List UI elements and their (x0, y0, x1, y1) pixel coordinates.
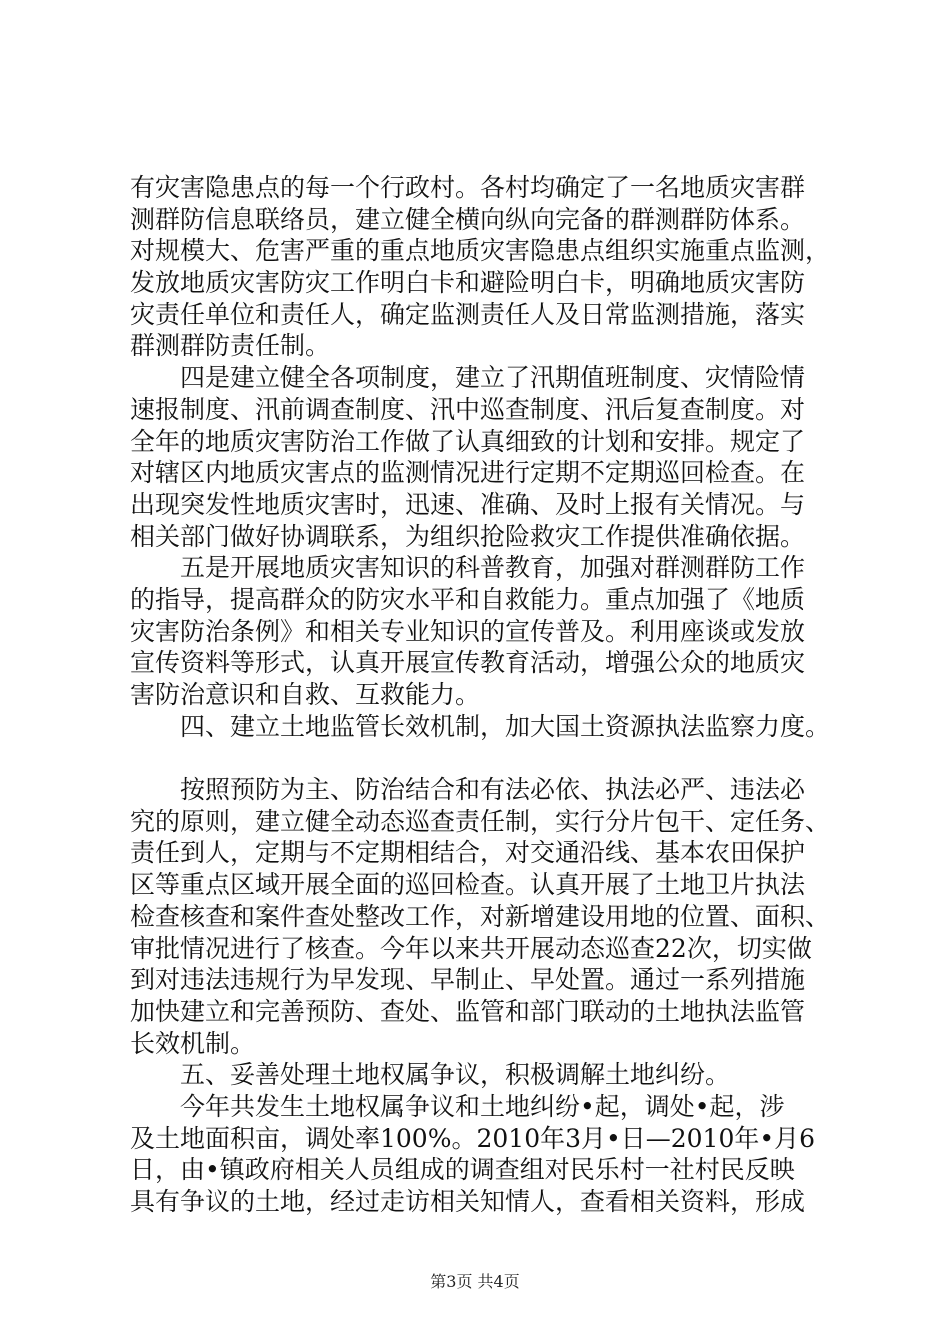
blank-line (130, 742, 830, 774)
text-line: 今年共发生土地权属争议和土地纠纷•起，调处•起，涉 (130, 1091, 785, 1121)
text-line: 的指导，提高群众的防灾水平和自救能力。重点加强了《地质 (130, 584, 806, 614)
page-footer: 第3页 共4页 (430, 1272, 520, 1291)
text-line: 日，由•镇政府相关人员组成的调查组对民乐村一社村民反映 (130, 1155, 795, 1185)
text-line: 出现突发性地质灾害时，迅速、准确、及时上报有关情况。与 (130, 489, 806, 519)
text-line: 速报制度、汛前调查制度、汛中巡查制度、汛后复查制度。对 (130, 394, 806, 424)
text-line: 灾害防治条例》和相关专业知识的宣传普及。利用座谈或发放 (130, 616, 806, 646)
text-line: 四、建立土地监管长效机制，加大国土资源执法监察力度。 (130, 711, 830, 741)
text-line: 按照预防为主、防治结合和有法必依、执法必严、违法必 (130, 775, 806, 805)
text-line: 到对违法违规行为早发现、早制止、早处置。通过一系列措施 (130, 965, 806, 995)
text-line: 害防治意识和自救、互救能力。 (130, 680, 481, 709)
text-line: 对辖区内地质灾害点的监测情况进行定期不定期巡回检查。在 (130, 458, 806, 488)
text-line: 发放地质灾害防灾工作明白卡和避险明白卡，明确地质灾害防 (130, 268, 806, 298)
text-line: 加快建立和完善预防、查处、监管和部门联动的土地执法监管 (130, 996, 806, 1026)
text-line: 宣传资料等形式，认真开展宣传教育活动，增强公众的地质灾 (130, 648, 806, 678)
text-line: 四是建立健全各项制度，建立了汛期值班制度、灾情险情 (130, 363, 806, 393)
text-line: 五是开展地质灾害知识的科普教育，加强对群测群防工作 (130, 553, 806, 583)
document-body (130, 172, 830, 1218)
text-line: 长效机制。 (130, 1028, 256, 1058)
text-line: 全年的地质灾害防治工作做了认真细致的计划和安排。规定了 (130, 426, 806, 456)
text-line: 审批情况进行了核查。今年以来共开展动态巡查22次，切实做 (130, 933, 812, 963)
text-line: 对规模大、危害严重的重点地质灾害隐患点组织实施重点监测， (130, 236, 830, 266)
text-line: 群测群防责任制。 (130, 331, 331, 361)
text-line: 具有争议的土地，经过走访相关知情人，查看相关资料，形成 (130, 1187, 806, 1216)
text-line: 有灾害隐患点的每一个行政村。各村均确定了一名地质灾害群 (130, 173, 806, 202)
text-line: 究的原则，建立健全动态巡查责任制，实行分片包干、定任务、 (130, 806, 830, 836)
text-line: 灾责任单位和责任人，确定监测责任人及日常监测措施，落实 (130, 299, 806, 329)
text-line: 及土地面积亩，调处率100%。2010年3月•日—2010年•月6 (130, 1123, 816, 1153)
text-line: 责任到人，定期与不定期相结合，对交通沿线、基本农田保护 (130, 838, 806, 868)
text-line: 相关部门做好协调联系，为组织抢险救灾工作提供准确依据。 (130, 521, 806, 551)
text-line: 测群防信息联络员，建立健全横向纵向完备的群测群防体系。 (130, 204, 806, 234)
text-line: 五、妥善处理土地权属争议，积极调解土地纠纷。 (130, 1060, 731, 1090)
text-line: 区等重点区域开展全面的巡回检查。认真开展了土地卫片执法 (130, 870, 806, 900)
text-line: 检查核查和案件查处整改工作，对新增建设用地的位置、面积、 (130, 901, 830, 931)
